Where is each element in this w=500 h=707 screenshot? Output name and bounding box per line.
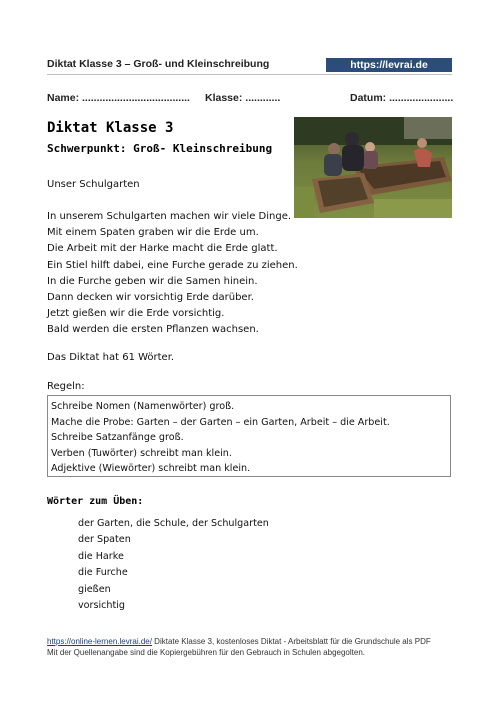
practice-word: die Harke — [78, 550, 124, 562]
rule-item: Schreibe Nomen (Namenwörter) groß. — [51, 401, 235, 412]
story-line: Die Arbeit mit der Harke macht die Erde glatt. — [47, 243, 278, 255]
klasse-field: Klasse: ............ — [205, 92, 281, 104]
story-line: Ein Stiel hilft dabei, eine Furche gerade zu ziehen. — [47, 259, 298, 271]
rules-label: Regeln: — [47, 381, 85, 392]
worksheet-header-title: Diktat Klasse 3 – Groß- und Kleinschreibung — [47, 58, 270, 70]
footer-text-1: Diktate Klasse 3, kostenloses Diktat - Arbeitsblatt für die Grundschule als PDF — [151, 637, 431, 646]
garden-photo-icon — [294, 117, 452, 218]
practice-word: der Spaten — [78, 534, 131, 546]
story-text — [47, 209, 298, 339]
rule-item: Adjektive (Wiewörter) schreibt man klein. — [51, 463, 251, 475]
story-heading: Unser Schulgarten — [47, 179, 140, 190]
rule-item: Verben (Tuwörter) schreibt man klein. — [51, 447, 232, 459]
rule-item: Schreibe Satzanfänge groß. — [51, 432, 184, 444]
story-line: Jetzt gießen wir die Erde vorsichtig. — [47, 308, 225, 320]
datum-field: Datum: ...................... — [350, 92, 454, 104]
word-count: Das Diktat hat 61 Wörter. — [47, 352, 175, 363]
footer — [47, 636, 457, 658]
footer-line-1 — [47, 636, 457, 647]
page-subtitle: Schwerpunkt: Groß- Kleinschreibung — [47, 142, 273, 155]
story-line: In unserem Schulgarten machen wir viele Dinge. — [47, 211, 292, 222]
rule-item: Mache die Probe: Garten – der Garten – ein Garten, Arbeit – die Arbeit. — [51, 416, 390, 428]
page-title: Diktat Klasse 3 — [47, 120, 174, 136]
story-line: Bald werden die ersten Pflanzen wachsen. — [47, 324, 259, 336]
name-field: Name: ..................................... — [47, 92, 190, 104]
practice-words-list — [78, 516, 269, 614]
header-url-badge[interactable]: https://levrai.de — [326, 58, 452, 72]
practice-word: vorsichtig — [78, 600, 126, 612]
story-line: Mit einem Spaten graben wir die Erde um. — [47, 227, 259, 239]
header-divider — [47, 74, 452, 75]
practice-word: die Furche — [78, 567, 128, 579]
practice-word: gießen — [78, 583, 111, 595]
rules-box — [47, 395, 451, 477]
practice-word: der Garten, die Schule, der Schulgarten — [78, 518, 269, 529]
garden-photo — [294, 117, 452, 218]
story-line: Dann decken wir vorsichtig Erde darüber. — [47, 291, 254, 303]
footer-line-2: Mit der Quellenangabe sind die Kopiergebühren für den Gebrauch in Schulen abgegolten. — [47, 648, 365, 657]
words-heading: Wörter zum Üben: — [47, 496, 144, 507]
story-line: In die Furche geben wir die Samen hinein. — [47, 275, 258, 287]
footer-source-link[interactable]: https://online-lernen.levrai.de/ — [47, 637, 152, 646]
